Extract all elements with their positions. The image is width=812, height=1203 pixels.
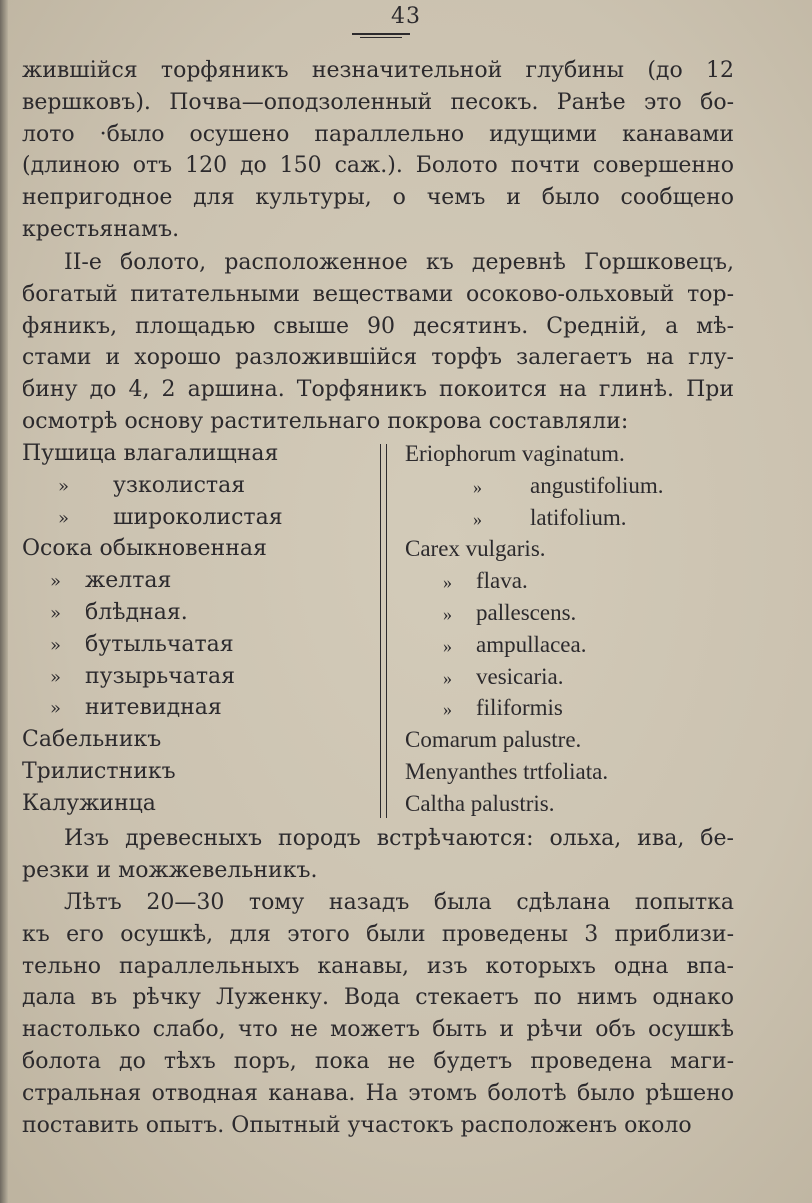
text-line: осмотрѣ основу растительнаго покрова составляли: xyxy=(22,408,629,434)
text-line: вершковъ). Почва—оподзоленный песокъ. Ранѣе это бо- xyxy=(22,89,734,115)
text-line: резки и можжевельникъ. xyxy=(22,857,318,883)
text-line: крестьянамъ. xyxy=(22,216,180,242)
page-number-rule-thin xyxy=(360,37,402,38)
species-ru-row xyxy=(22,692,362,724)
species-la-name: filiformis xyxy=(476,695,563,721)
text-line: (длиною отъ 120 до 150 саж.). Болото почти совершенно xyxy=(22,153,734,179)
ditto-mark: » xyxy=(443,572,452,593)
species-ru-row xyxy=(22,438,362,470)
ditto-mark: » xyxy=(58,507,70,529)
text-line: болота до тѣхъ поръ, пока не будетъ проведена маги- xyxy=(22,1048,734,1074)
ditto-mark: » xyxy=(443,667,452,688)
species-ru-name: желтая xyxy=(85,568,172,594)
species-ru-name: Осока обыкновенная xyxy=(22,536,267,562)
species-la-name: latifolium. xyxy=(530,504,627,530)
ditto-mark: » xyxy=(50,666,62,688)
species-la-row xyxy=(405,629,745,661)
text-line: къ его осушкѣ, для этого были проведены 3 приблизи- xyxy=(22,921,734,947)
text-line: Лѣтъ 20—30 тому назадъ была сдѣлана попытка xyxy=(64,890,734,915)
text-line: жившійся торфяникъ незначительной глубины (до 12 xyxy=(22,58,734,83)
text-line: фяникъ, площадью свыше 90 десятинъ. Среднiй, а мѣ- xyxy=(22,313,734,339)
species-la-row xyxy=(405,692,745,724)
species-ru-name: широколистая xyxy=(113,504,283,530)
text-line: тельно параллельныхъ канавы, изъ которыхъ одна впа- xyxy=(22,953,734,979)
text-line: стами и хорошо разложившійся торфъ залегаетъ на глу- xyxy=(22,345,734,371)
species-la-row xyxy=(405,533,745,565)
page-number: 43 xyxy=(391,4,421,29)
species-la-row xyxy=(405,438,745,470)
species-la-name: ampullacea. xyxy=(476,631,587,657)
species-ru-row xyxy=(22,502,362,534)
species-la-name: vesicaria. xyxy=(476,663,564,689)
page-edge-shadow xyxy=(0,0,8,1203)
ditto-mark: » xyxy=(50,698,62,720)
text-line: лото ·было осушено параллельно идущими канавами xyxy=(22,121,734,147)
species-la-row xyxy=(405,597,745,629)
species-la-name: Caltha palustris. xyxy=(405,790,555,816)
species-la-name: Comarum palustre. xyxy=(405,727,582,753)
species-la-name: Eriophorum vaginatum. xyxy=(405,441,625,466)
species-la-row xyxy=(405,724,745,756)
species-la-name: Carex vulgaris. xyxy=(405,536,546,562)
species-ru-name: пузырьчатая xyxy=(85,663,236,689)
paragraph-4 xyxy=(22,887,734,1141)
paragraph-2 xyxy=(22,247,734,438)
species-la-row xyxy=(405,661,745,693)
ditto-mark: » xyxy=(473,476,482,497)
text-line: бину до 4, 2 аршина. Торфяникъ покоится на глинѣ. При xyxy=(22,377,734,403)
species-ru-name: Пушица влагалищная xyxy=(22,441,279,466)
species-la-row xyxy=(405,470,745,502)
species-ru-row xyxy=(22,788,362,820)
ditto-mark: » xyxy=(50,571,62,593)
species-ru-row xyxy=(22,470,362,502)
text-line: стральная отводная канава. На этомъ болотѣ было рѣшено xyxy=(22,1080,734,1106)
russian-names-column xyxy=(22,438,362,820)
species-la-row xyxy=(405,502,745,534)
ditto-mark: » xyxy=(443,635,452,656)
species-la-name: pallescens. xyxy=(476,599,577,625)
species-ru-row xyxy=(22,565,362,597)
species-la-row xyxy=(405,565,745,597)
species-ru-name: Калужинца xyxy=(22,790,156,816)
species-la-row xyxy=(405,788,745,820)
text-line: поставить опытъ. Опытный участокъ расположенъ около xyxy=(22,1112,692,1138)
ditto-mark: » xyxy=(50,602,62,624)
ditto-mark: » xyxy=(58,475,70,497)
species-ru-name: нитевидная xyxy=(85,695,222,721)
text-line: настолько слабо, что не можетъ быть и рѣчи объ осушкѣ xyxy=(22,1017,734,1043)
text-line: богатый питательными веществами осоково-ольховый тор- xyxy=(22,281,734,307)
species-la-name: Menyanthes trtfoliata. xyxy=(405,758,609,784)
species-la-name: angustifolium. xyxy=(530,472,664,498)
ditto-mark: » xyxy=(443,699,452,720)
species-ru-row xyxy=(22,629,362,661)
page-number-rule xyxy=(352,33,410,35)
species-table xyxy=(22,438,762,822)
species-ru-row xyxy=(22,661,362,693)
species-ru-row xyxy=(22,597,362,629)
text-line: непригодное для культуры, о чемъ и было сообщено xyxy=(22,185,734,211)
ditto-mark: » xyxy=(473,508,482,529)
ditto-mark: » xyxy=(443,603,452,624)
species-la-row xyxy=(405,756,745,788)
paragraph-3 xyxy=(22,823,734,887)
text-line: дала въ рѣчку Луженку. Вода стекаетъ по нимъ однако xyxy=(22,985,734,1011)
species-ru-row xyxy=(22,724,362,756)
ditto-mark: » xyxy=(50,634,62,656)
species-ru-name: узколистая xyxy=(113,472,246,498)
paragraph-1 xyxy=(22,55,734,246)
species-ru-name: Сабельникъ xyxy=(22,727,162,753)
species-ru-name: блѣдная. xyxy=(85,599,188,625)
latin-names-column xyxy=(405,438,745,820)
text-line: Изъ древесныхъ породъ встрѣчаются: ольха, ива, бе- xyxy=(64,826,734,851)
column-divider xyxy=(380,444,387,818)
species-la-name: flava. xyxy=(476,568,528,594)
species-ru-name: бутыльчатая xyxy=(85,631,234,657)
species-ru-name: Трилистникъ xyxy=(22,758,176,784)
text-line: II-е болото, расположенное къ деревнѣ Горшковецъ, xyxy=(64,250,734,275)
species-ru-row xyxy=(22,533,362,565)
species-ru-row xyxy=(22,756,362,788)
